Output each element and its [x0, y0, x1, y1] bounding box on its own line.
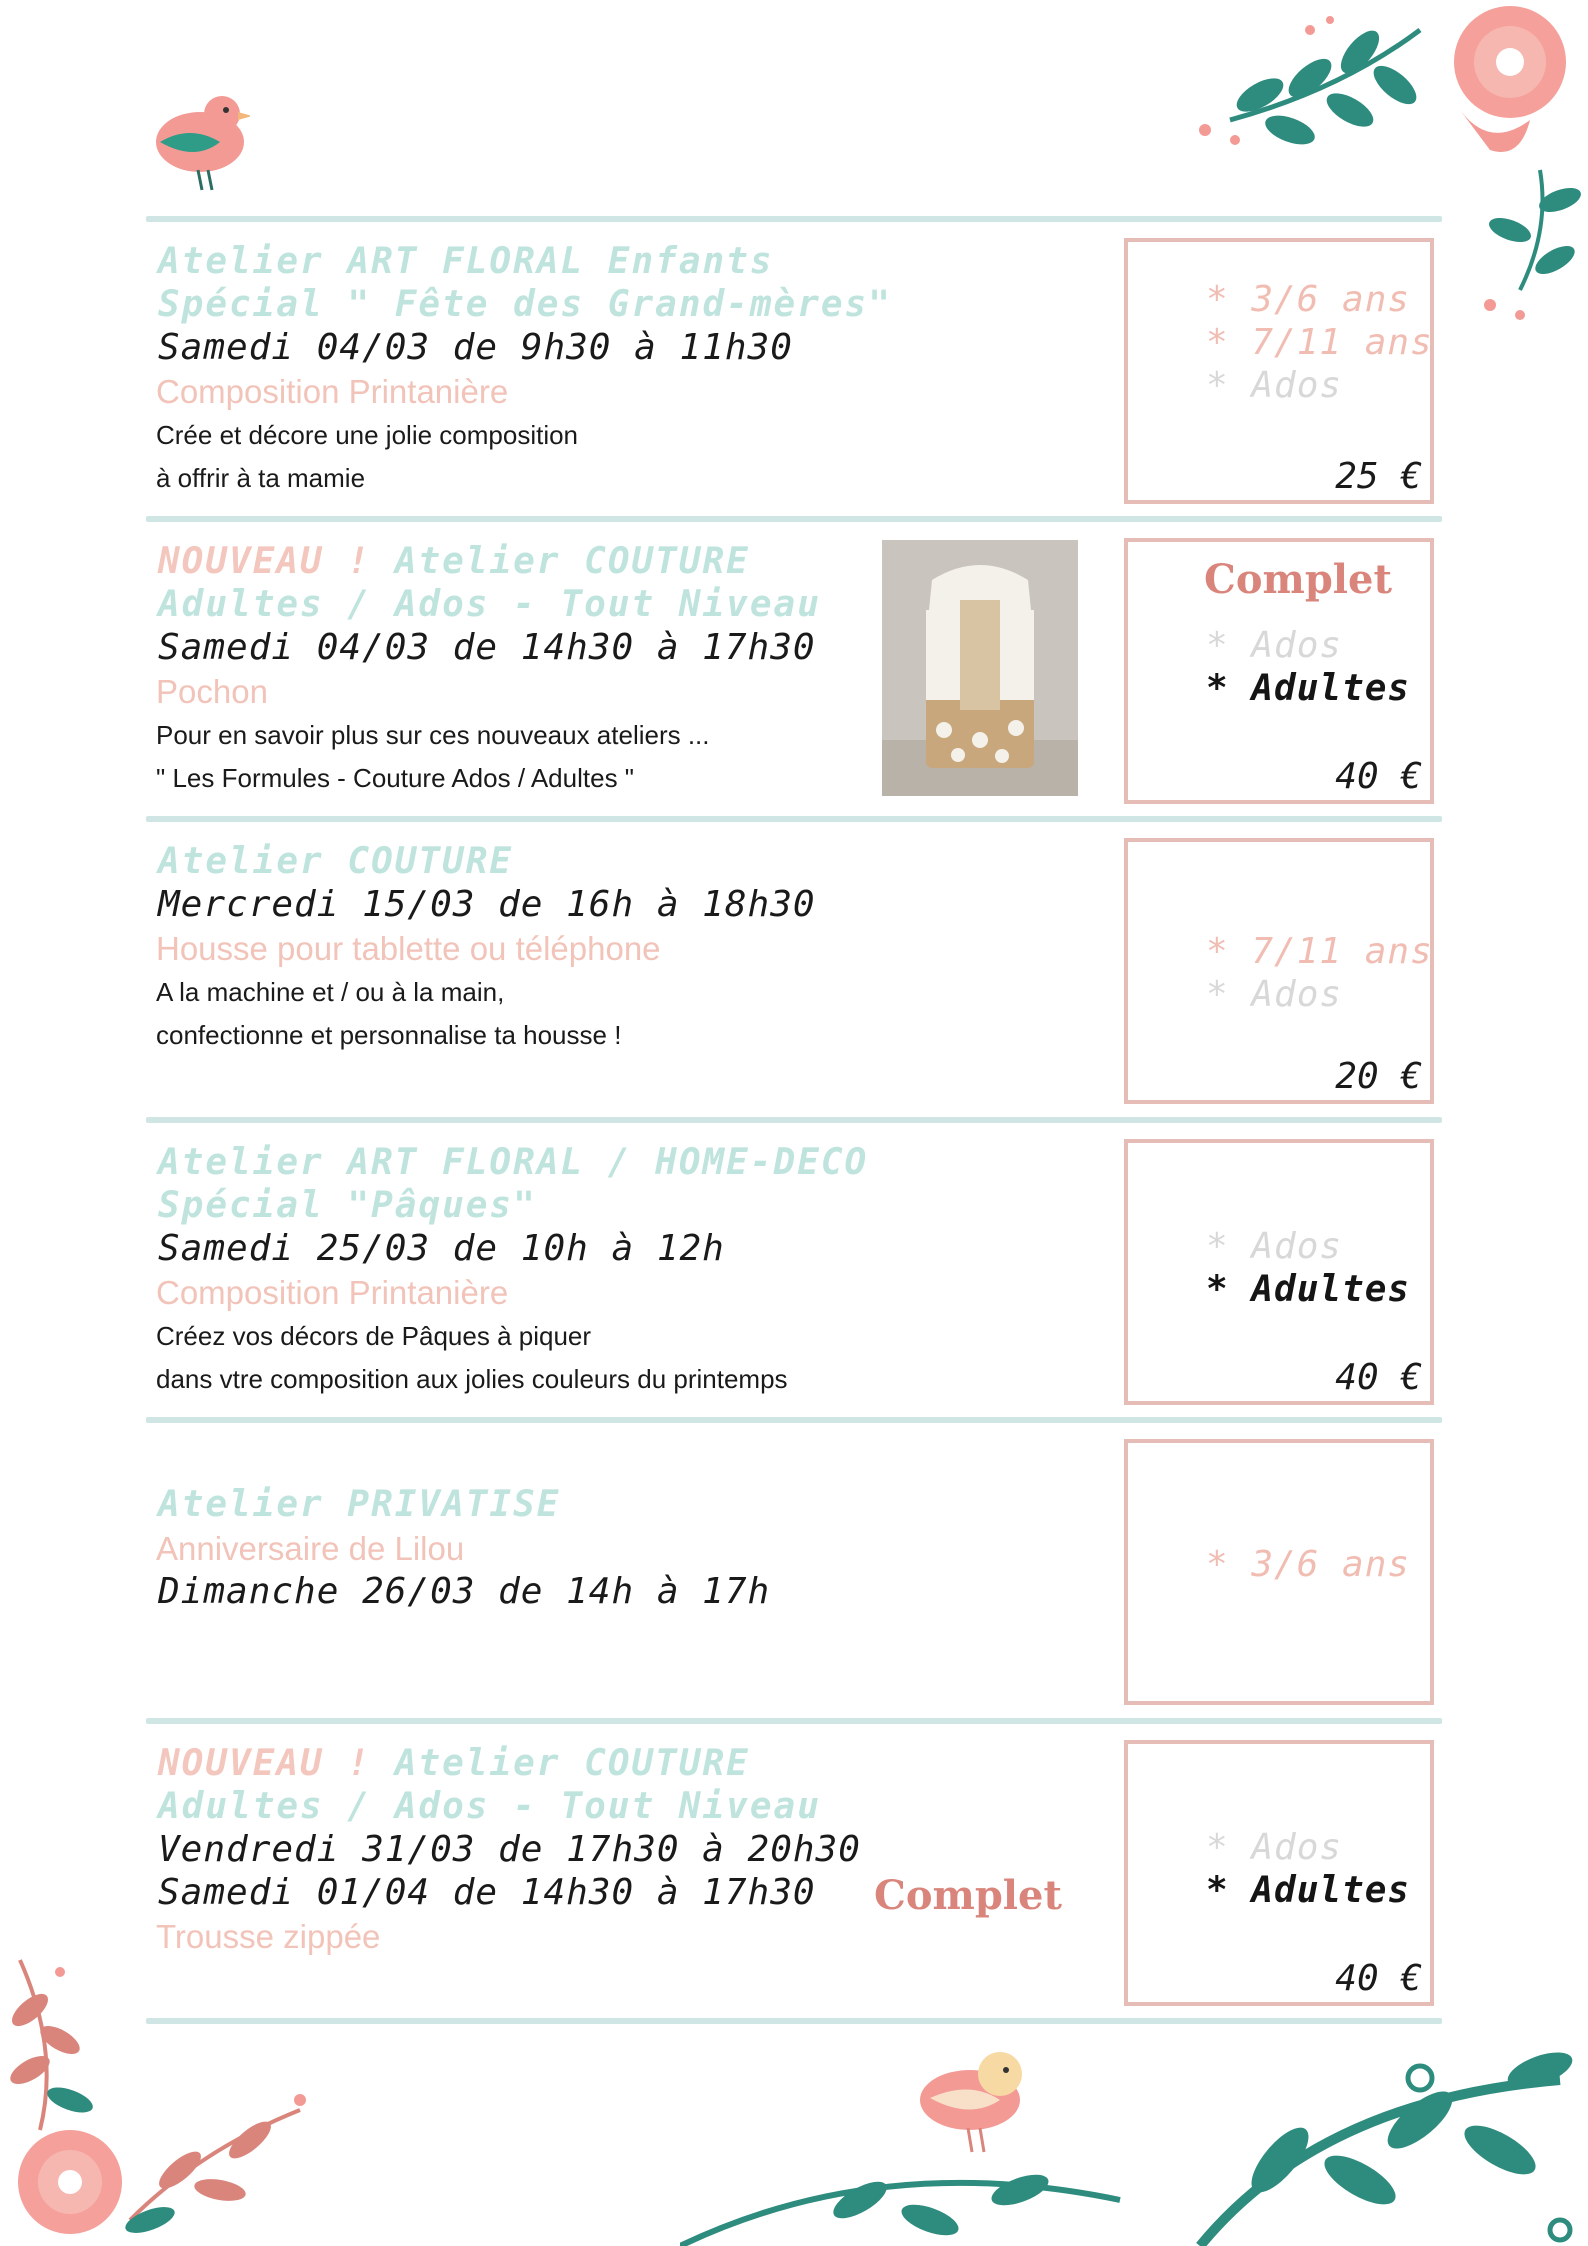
workshop-card: [146, 822, 1442, 1112]
workshop-title: [158, 1742, 750, 1785]
workshop-title: Atelier ART FLORAL / HOME-DECO: [158, 1142, 869, 1183]
workshop-date: Samedi 04/03 de 14h30 à 17h30: [158, 627, 816, 668]
workshop-card: [146, 222, 1442, 512]
workshop-description: confectionne et personnalise ta housse !: [156, 1020, 622, 1050]
workshop-title: Adultes / Ados - Tout Niveau: [158, 584, 821, 625]
workshop-title: Spécial "Pâques": [158, 1185, 537, 1226]
workshop-description: A la machine et / ou à la main,: [156, 977, 505, 1007]
workshop-date: Mercredi 15/03 de 16h à 18h30: [158, 884, 816, 925]
new-label: NOUVEAU !: [158, 541, 372, 582]
workshop-title: Atelier COUTURE: [158, 841, 514, 882]
audience-item: * Ados: [1206, 974, 1343, 1015]
separator: [146, 2018, 1442, 2024]
audience-item: * Ados: [1206, 365, 1343, 406]
workshop-card: [146, 1724, 1442, 2014]
price: 25 €: [1335, 456, 1422, 497]
price: 40 €: [1335, 1357, 1422, 1398]
workshop-subtitle: Anniversaire de Lilou: [156, 1530, 465, 1567]
workshop-description: dans vtre composition aux jolies couleurs du printemps: [156, 1364, 788, 1394]
audience-box: [1124, 238, 1434, 504]
workshop-date: Samedi 01/04 de 14h30 à 17h30: [158, 1872, 816, 1913]
workshop-title: Adultes / Ados - Tout Niveau: [158, 1786, 821, 1827]
workshop-title-text: Atelier COUTURE: [371, 1743, 750, 1784]
complet-badge: Complet: [874, 1872, 1062, 1919]
bird-branch-bottom-icon: [680, 2040, 1588, 2246]
pochon-photo: [882, 540, 1078, 796]
price: 20 €: [1335, 1056, 1422, 1097]
price: 40 €: [1335, 756, 1422, 797]
workshop-title: Atelier ART FLORAL Enfants: [158, 241, 774, 282]
audience-box: [1124, 1740, 1434, 2006]
workshop-card: [146, 522, 1442, 812]
workshop-subtitle: Housse pour tablette ou téléphone: [156, 930, 661, 967]
audience-item: * 3/6 ans: [1206, 1544, 1411, 1585]
workshop-title-text: Atelier COUTURE: [371, 541, 750, 582]
price: 40 €: [1335, 1958, 1422, 1999]
workshop-description: " Les Formules - Couture Ados / Adultes ": [156, 763, 635, 793]
workshop-date: Dimanche 26/03 de 14h à 17h: [158, 1571, 771, 1612]
workshop-title: [158, 540, 750, 583]
audience-item: * Adultes: [1206, 668, 1411, 709]
audience-item: * Ados: [1206, 625, 1343, 666]
bird-icon: [140, 84, 250, 194]
workshop-description: Pour en savoir plus sur ces nouveaux ateliers ...: [156, 720, 710, 750]
workshop-subtitle: Pochon: [156, 673, 268, 710]
audience-item: * Ados: [1206, 1827, 1343, 1868]
audience-box: [1124, 838, 1434, 1104]
audience-item: * Adultes: [1206, 1870, 1411, 1911]
workshop-title: Atelier PRIVATISE: [158, 1484, 561, 1525]
audience-box: [1124, 538, 1434, 804]
complet-badge: Complet: [1204, 556, 1392, 603]
workshop-title: Spécial " Fête des Grand-mères": [158, 284, 892, 325]
pochon-bag-icon: [882, 540, 1078, 796]
workshop-date: Vendredi 31/03 de 17h30 à 20h30: [158, 1829, 861, 1870]
workshop-date: Samedi 04/03 de 9h30 à 11h30: [158, 327, 793, 368]
workshop-card: [146, 1123, 1442, 1413]
audience-item: * 7/11 ans: [1206, 322, 1433, 363]
workshop-description: Créez vos décors de Pâques à piquer: [156, 1321, 592, 1351]
audience-item: * Ados: [1206, 1226, 1343, 1267]
workshop-subtitle: Trousse zippée: [156, 1918, 381, 1955]
audience-item: * 7/11 ans: [1206, 931, 1433, 972]
audience-item: * 3/6 ans: [1206, 279, 1411, 320]
workshop-card: [146, 1423, 1442, 1713]
workshop-description: à offrir à ta mamie: [156, 463, 366, 493]
audience-box: [1124, 1439, 1434, 1705]
workshop-subtitle: Composition Printanière: [156, 1274, 509, 1311]
new-label: NOUVEAU !: [158, 1743, 372, 1784]
workshop-subtitle: Composition Printanière: [156, 373, 509, 410]
workshop-description: Crée et décore une jolie composition: [156, 420, 579, 450]
audience-box: [1124, 1139, 1434, 1405]
audience-item: * Adultes: [1206, 1269, 1411, 1310]
workshop-date: Samedi 25/03 de 10h à 12h: [158, 1228, 725, 1269]
